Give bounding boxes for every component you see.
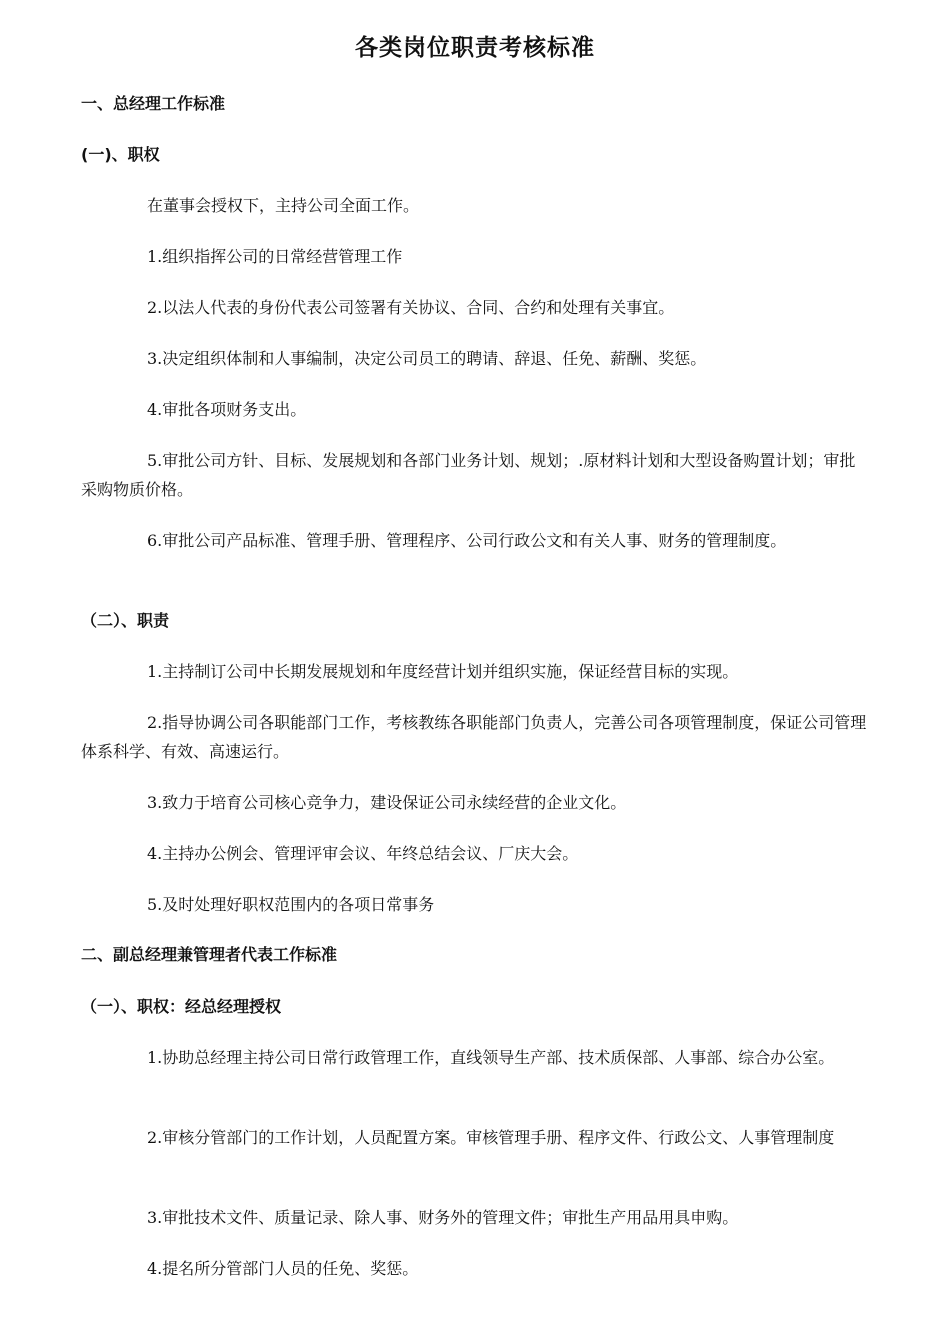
subsection-heading-deputy-authority: （一）、职权：经总经理授权 bbox=[81, 997, 282, 1016]
paragraph-item: 2.审核分管部门的工作计划，人员配置方案。审核管理手册、程序文件、行政公文、人事管理制度 bbox=[147, 1128, 835, 1147]
paragraph-item: 2.指导协调公司各职能部门工作，考核教练各职能部门负责人，完善公司各项管理制度，保证公司管理体系科学、有效、高速运行。 bbox=[81, 713, 867, 761]
paragraph-item: 1.主持制订公司中长期发展规划和年度经营计划并组织实施，保证经营目标的实现。 bbox=[147, 662, 739, 681]
paragraph-item: 2.以法人代表的身份代表公司签署有关协议、合同、合约和处理有关事宜。 bbox=[147, 298, 675, 317]
paragraph-item: 3.决定组织体制和人事编制，决定公司员工的聘请、辞退、任免、薪酬、奖惩。 bbox=[147, 349, 707, 368]
paragraph-item: 4.主持办公例会、管理评审会议、年终总结会议、厂庆大会。 bbox=[147, 844, 579, 863]
paragraph-item: 5.审批公司方针、目标、发展规划和各部门业务计划、规划；.原材料计划和大型设备购置计划；审批采购物质价格。 bbox=[81, 451, 856, 499]
paragraph-intro: 在董事会授权下，主持公司全面工作。 bbox=[147, 196, 420, 215]
document-title: 各类岗位职责考核标准 bbox=[355, 35, 595, 61]
subsection-heading-duties: （二）、职责 bbox=[81, 611, 170, 630]
paragraph-item: 1.组织指挥公司的日常经营管理工作 bbox=[147, 247, 403, 266]
paragraph-item: 1.协助总经理主持公司日常行政管理工作，直线领导生产部、技术质保部、人事部、综合办公室。 bbox=[147, 1048, 835, 1067]
paragraph-item: 6.审批公司产品标准、管理手册、管理程序、公司行政公文和有关人事、财务的管理制度。 bbox=[147, 531, 787, 550]
section-heading-deputy-manager: 二、副总经理兼管理者代表工作标准 bbox=[81, 945, 338, 964]
paragraph-item: 4.提名所分管部门人员的任免、奖惩。 bbox=[147, 1259, 419, 1278]
paragraph-item: 3.审批技术文件、质量记录、除人事、财务外的管理文件；审批生产用品用具申购。 bbox=[147, 1208, 739, 1227]
subsection-heading-authority: (一)、职权 bbox=[81, 145, 160, 164]
section-heading-general-manager: 一、总经理工作标准 bbox=[81, 94, 226, 113]
paragraph-item: 3.致力于培育公司核心竞争力，建设保证公司永续经营的企业文化。 bbox=[147, 793, 627, 812]
paragraph-item: 5.及时处理好职权范围内的各项日常事务 bbox=[147, 895, 435, 914]
paragraph-item: 4.审批各项财务支出。 bbox=[147, 400, 307, 419]
